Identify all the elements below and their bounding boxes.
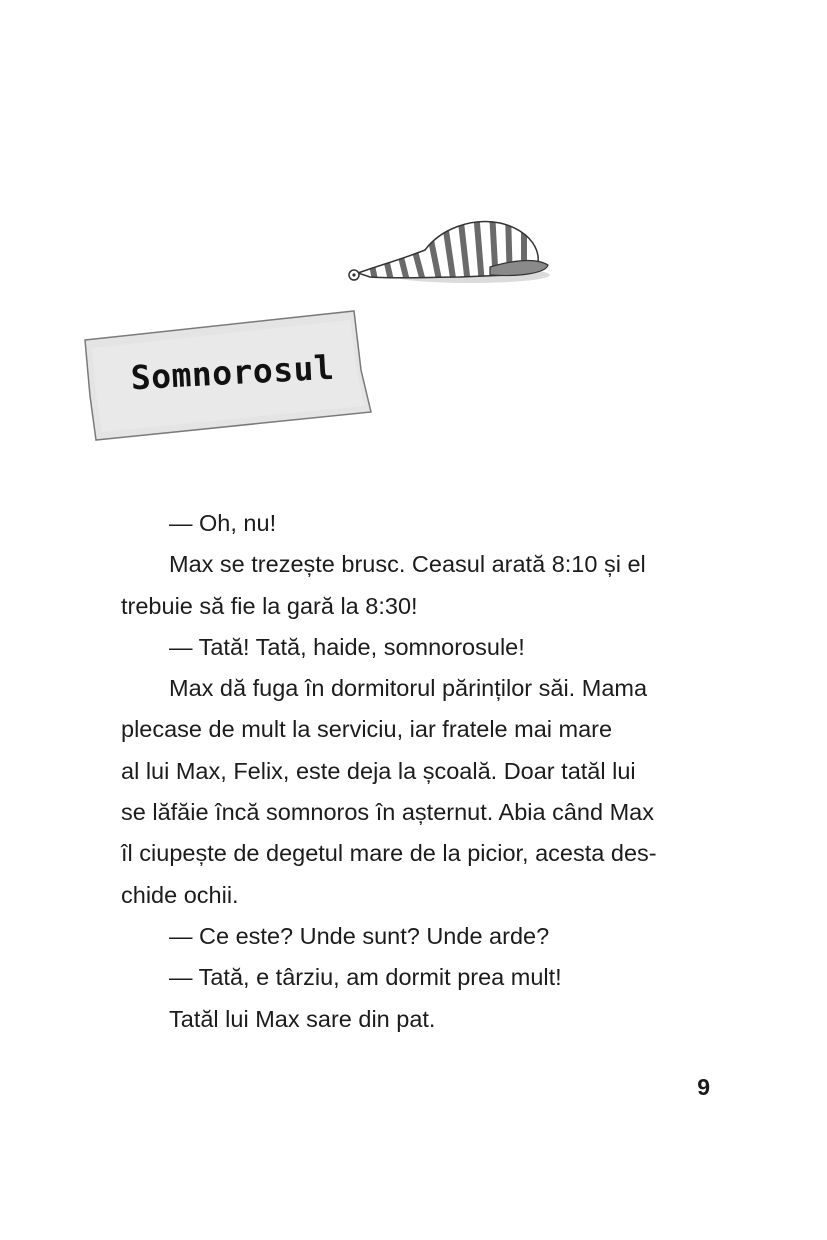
text-line: — Oh, nu! [169, 510, 277, 536]
text-line: al lui Max, Felix, este deja la școală. Doar tatăl lui [121, 757, 636, 784]
text-line: trebuie să fie la gară la 8:30! [121, 592, 418, 619]
text-line: Tatăl lui Max sare din pat. [169, 1005, 436, 1032]
text-line: chide ochii. [121, 881, 239, 908]
text-line: se lăfăie încă somnoros în așternut. Abia când Max [121, 799, 654, 826]
text-line: — Tată! Tată, haide, somnorosule! [169, 633, 525, 660]
text-line: Max se trezește brusc. Ceasul arată 8:10 și el [169, 551, 646, 578]
chapter-title-label [82, 308, 382, 443]
striped-nightcap-icon [340, 205, 560, 300]
page-number: 9 [697, 1074, 710, 1100]
chapter-title: Somnorosul [129, 347, 336, 398]
text-line: — Tată, e târziu, am dormit prea mult! [169, 964, 562, 991]
text-line: plecase de mult la serviciu, iar fratele mai mare [121, 716, 613, 743]
text-line: îl ciupește de degetul mare de la picior, acesta des- [121, 840, 657, 867]
text-line: Max dă fuga în dormitorul părinților săi. Mama [169, 675, 648, 702]
text-line: — Ce este? Unde sunt? Unde arde? [169, 922, 550, 949]
body-text [121, 503, 711, 1040]
